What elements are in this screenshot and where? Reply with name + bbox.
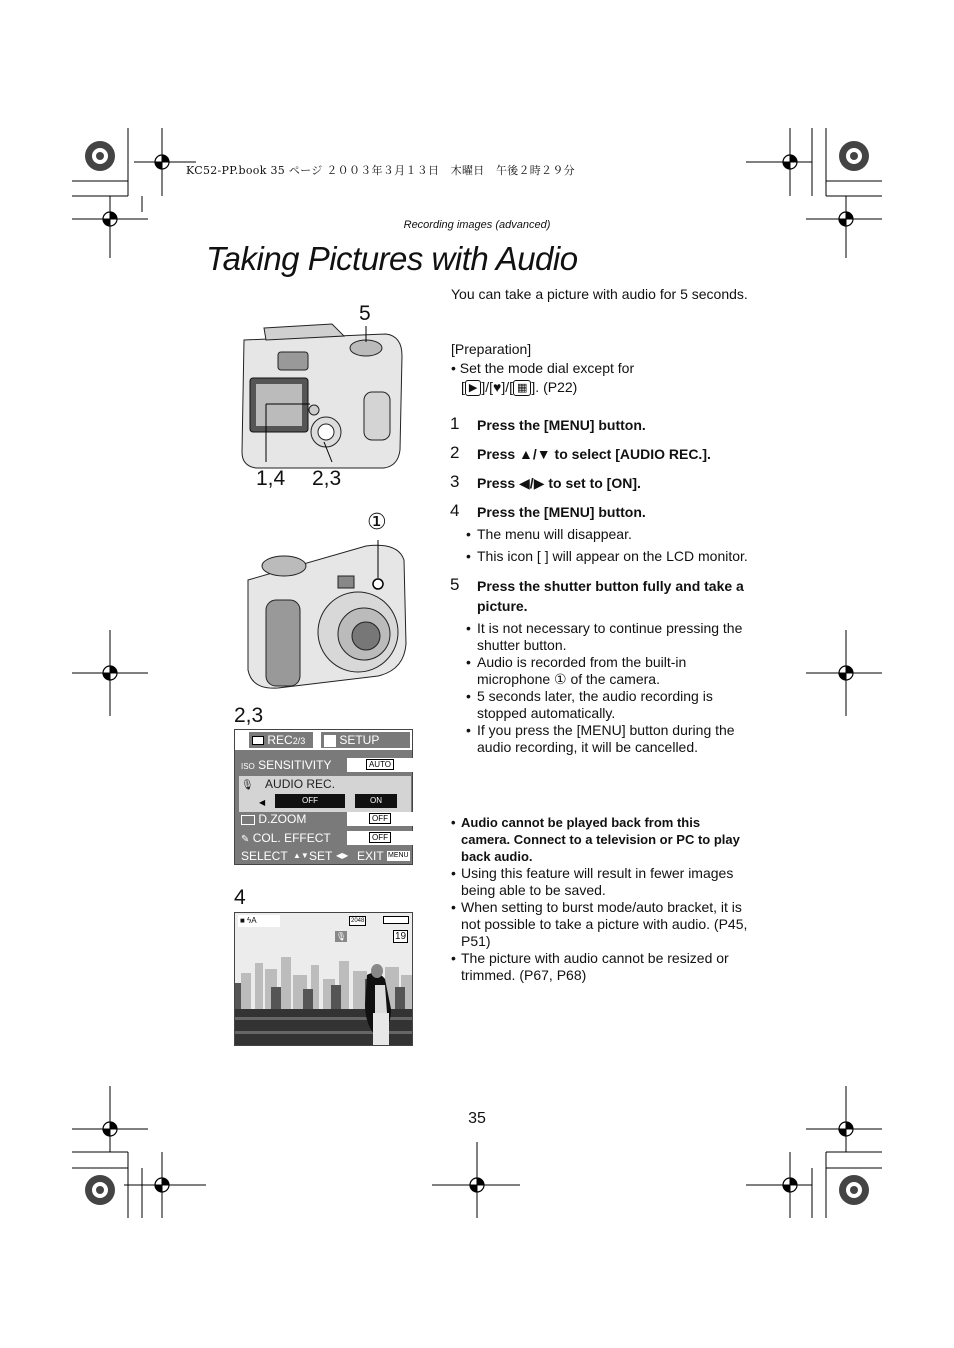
camera-front-illustration [238,540,410,690]
fig1-label-top: 5 [359,302,371,325]
menu-row-dzoom[interactable] [241,812,306,826]
tab-setup-label: SETUP [339,733,380,747]
step-number: 3 [450,472,460,491]
note-item: • When setting to burst mode/auto bracket, it is not possible to take a picture with audio. (P45, P51) [451,899,751,950]
tab-rec-label: REC [267,733,293,747]
menu-row-sensitivity-label: SENSITIVITY [258,758,332,772]
camera-icon [252,736,264,745]
step-number: 5 [450,575,460,594]
preparation-line1: • Set the mode dial except for [451,360,635,376]
city-photo [235,913,413,1046]
note-item: • The picture with audio cannot be resized or trimmed. (P67, P68) [451,950,751,984]
leftright-icon: ◀▶ [336,851,349,860]
preparation-mode-icons: [ ▶ ]/[♥]/[ ▦ ]. (P22) [461,379,578,395]
step-number: 1 [450,414,460,433]
lcd-screen [234,912,413,1046]
menu-row-col-effect[interactable] [241,831,331,845]
footer-exit: EXIT [357,849,384,863]
step-4 [450,501,750,522]
updown-icon: ▲▼ [293,851,309,860]
step-4-note: • This icon [ ] will appear on the LCD monitor. [466,548,750,565]
step-text: Press the [MENU] button. [477,504,646,520]
menu-row-audio-rec[interactable] [241,777,335,791]
wrench-icon [324,735,336,747]
step-5-note: • 5 seconds later, the audio recording is stopped automatically. [466,688,750,722]
audio-on-option[interactable]: ON [355,794,397,808]
preparation [451,340,751,397]
menu-body [235,750,412,864]
footer-menu-badge: MENU [388,852,409,859]
step-text: Press the [MENU] button. [477,417,646,433]
col-effect-icon: ✎ [241,834,250,845]
fig1-label-left: 1,4 [256,467,286,490]
fig2-label-circle: ① [367,509,387,534]
sensitivity-value: AUTO [347,758,413,772]
fig1-label-right: 2,3 [312,467,342,490]
microphone-icon: 🎙 [241,780,254,791]
step-4-notes [466,526,750,565]
lcd-microphone-icon: 🎙 [335,932,347,941]
heart-mode-icon: ♥ [493,379,502,395]
step-number: 4 [450,501,460,520]
step-5-note: • It is not necessary to continue pressing the shutter button. [466,620,750,654]
note-item: • Using this feature will result in fewer images being able to be saved. [451,865,751,899]
dzoom-value: OFF [347,812,413,826]
step-text: Press the shutter button fully and take a picture. [477,578,744,614]
page-title: Taking Pictures with Audio [206,240,578,277]
col-effect-value: OFF [347,831,413,845]
tab-setup[interactable] [321,732,410,748]
menu-row-audio-rec-label: AUDIO REC. [265,777,336,791]
step-number: 2 [450,443,460,462]
iso-prefix: ISO [241,762,255,771]
running-head: Recording images (advanced) [403,219,551,231]
audio-off-option[interactable]: OFF [275,794,345,808]
footer-set: SET [309,849,333,863]
lcd-shot-count: 19 [395,931,407,942]
menu-row-sensitivity[interactable] [241,758,341,772]
lcd-mode-icons: ■ ϟA [238,915,280,927]
camera-back-illustration [236,322,406,472]
dzoom-icon [241,815,255,825]
menu-tabbar [235,730,412,750]
step-3 [450,472,750,493]
step-5-note: • Audio is recorded from the built-in microphone ① of the camera. [466,654,750,688]
tab-rec-page: 2/3 [292,736,306,746]
step-4-note: • The menu will disappear. [466,526,750,543]
step-5 [450,575,750,616]
menu-row-dzoom-label: D.ZOOM [258,812,307,826]
preparation-label: [Preparation] [451,341,532,357]
tab-rec[interactable] [249,732,313,748]
menu-footer [235,848,412,864]
step-2 [450,443,750,464]
step-text: Press ▲/▼ to select [AUDIO REC.]. [477,446,711,462]
notes-list [451,814,751,984]
battery-icon [383,916,409,924]
step-1 [450,414,750,435]
footer-select: SELECT [241,849,288,863]
note-item: • Audio cannot be played back from this camera. Connect to a television or PC to play back audio. [451,814,751,865]
menu-screen [234,729,413,865]
audio-rec-options [259,794,402,808]
fig3-label: 2,3 [234,704,264,727]
fig4-label: 4 [234,886,246,909]
step-5-note: • If you press the [MENU] button during the audio recording, it will be cancelled. [466,722,750,756]
preparation-ref: ]. (P22) [531,379,578,395]
intro-text: You can take a picture with audio for 5 seconds. [451,286,748,302]
step-5-notes [466,620,750,756]
play-mode-icon: ▶ [465,380,481,396]
menu-row-col-effect-label: COL. EFFECT [252,831,331,845]
steps [450,414,750,766]
page-number: 35 [468,1110,486,1127]
print-header: KC52-PP.book 35 ページ ２００３年３月１３日 木曜日 午後２時２９分 [186,164,575,177]
left-arrow-icon: ◀ [259,798,266,807]
lcd-resolution: 2048 [351,918,365,924]
film-mode-icon: ▦ [513,380,531,396]
step-text: Press ◀/▶ to set to [ON]. [477,475,641,491]
